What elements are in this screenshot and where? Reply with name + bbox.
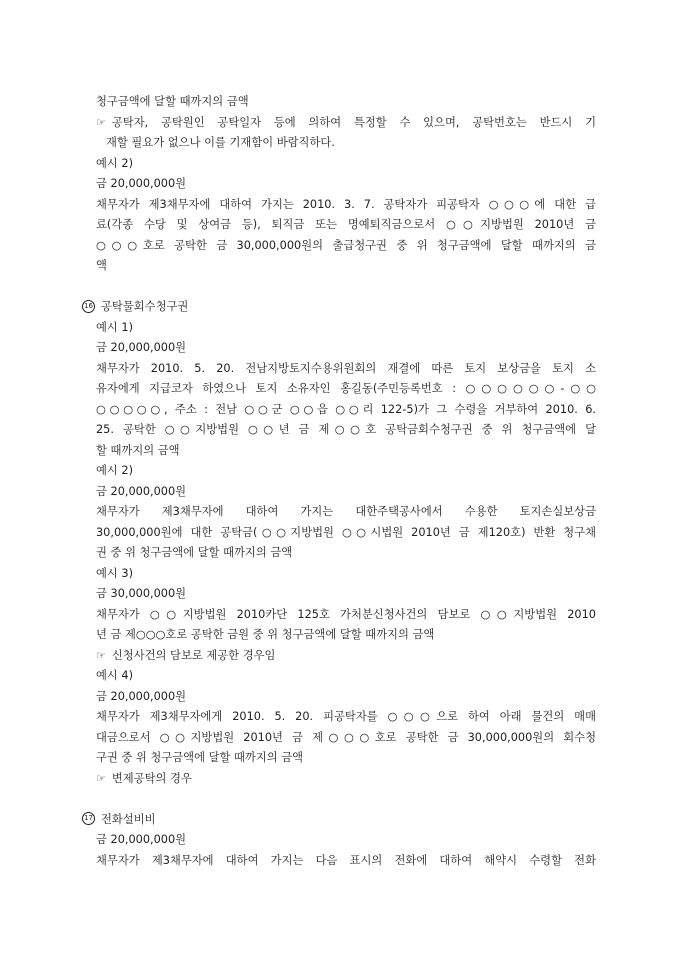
line-text: 30,000,000원에 대한 공탁금(○○지방법원 ○○시법원 2010년 금 제120호) 반환 청구채 [96, 525, 596, 539]
text-line [96, 318, 596, 339]
line-text: 전화설비비 [101, 812, 156, 826]
text-line [96, 584, 596, 605]
text-line [96, 728, 596, 749]
pointing-hand-icon: ☞ [96, 115, 106, 129]
line-text: 예시 3) [96, 566, 134, 580]
text-line [96, 379, 596, 400]
line-text: 금 20,000,000원 [96, 177, 187, 190]
text-line [96, 420, 596, 441]
line-text: 예시 2) [96, 464, 134, 477]
text-line [96, 154, 596, 175]
line-text: 유자에게 지급코자 하였으나 토지 소유자인 홍길동(주민등록번호 : ○○○○○○-○○ [96, 382, 596, 395]
line-text: 금 20,000,000원 [96, 833, 187, 846]
text-line [96, 195, 596, 216]
text-line [96, 256, 596, 277]
text-line [96, 215, 596, 236]
text-line [96, 523, 596, 544]
text-line [96, 707, 596, 728]
line-text: 신청사건의 담보로 제공한 경우임 [111, 648, 276, 662]
text-line [96, 461, 596, 482]
text-line [96, 748, 596, 769]
line-text: 25. 공탁한 ○○지방법원 ○○년 금 제○○호 공탁금회수청구권 중 위 청구금액에 달 [96, 423, 596, 436]
circled-number: 17 [82, 812, 95, 825]
circled-number: 16 [82, 300, 95, 313]
text-line [96, 236, 596, 257]
line-text: 채무자가 제3채무자에 대하여 가지는 대한주택공사에서 수용한 토지손실보상금 [96, 505, 596, 518]
text-line [96, 359, 596, 380]
text-line [96, 564, 596, 585]
line-text: 채무자가 제3채무자에게 2010. 5. 20. 피공탁자를 ○○○으로 하여 아래 물건의 매매 [96, 710, 596, 723]
line-text: 금 30,000,000원 [96, 587, 187, 600]
note-line [96, 769, 596, 790]
pointing-hand-icon: ☞ [96, 648, 106, 662]
line-text: ○○○○○, 주소 : 전남 ○○군 ○○읍 ○○리 122-5)가 그 수령을 거부하여 2010. 6. [96, 402, 596, 416]
text-line [96, 605, 596, 626]
document-body [0, 92, 680, 871]
line-text: 년 금 제○○○호로 공탁한 금원 중 위 청구금액에 달할 때까지의 금액 [96, 628, 435, 641]
text-line [96, 441, 596, 462]
line-text: 청구금액에 달할 때까지의 금액 [96, 95, 249, 108]
text-line [96, 338, 596, 359]
line-text: 공탁자, 공탁원인 공탁일자 등에 의하여 특정할 수 있으며, 공탁번호는 반드시 기 [111, 115, 596, 129]
line-text: 금 20,000,000원 [96, 484, 187, 498]
line-text: 예시 4) [96, 669, 134, 682]
text-line [96, 543, 596, 564]
text-line [96, 625, 596, 646]
note-line [96, 113, 596, 134]
line-text: 할 때까지의 금액 [96, 443, 180, 457]
line-text: 예시 1) [96, 320, 134, 334]
text-line [96, 851, 596, 872]
line-text: 채무자가 2010. 5. 20. 전남지방토지수용위원회의 재결에 따른 토지 보상금을 토지 소 [96, 361, 596, 375]
text-line [96, 482, 596, 503]
section-heading [82, 297, 596, 318]
line-text: 료(각종 수당 및 상여금 등), 퇴직금 또는 명예퇴직금으로서 ○○지방법원 2010년 금 [96, 218, 596, 231]
text-line [96, 502, 596, 523]
paragraph-gap [0, 789, 680, 810]
line-text: 권 중 위 청구금액에 달할 때까지의 금액 [96, 546, 293, 559]
line-text: 채무자가 제3채무자에 대하여 가지는 2010. 3. 7. 공탁자가 피공탁자 ○○○에 대한 급 [96, 197, 596, 211]
line-text: 구권 중 위 청구금액에 달할 때까지의 금액 [96, 751, 304, 764]
line-text: 액 [96, 259, 107, 272]
section-heading [82, 810, 596, 831]
line-text: 금 20,000,000원 [96, 341, 187, 354]
line-text: 예시 2) [96, 156, 134, 170]
line-text: 채무자가 제3채무자에 대하여 가지는 다음 표시의 전화에 대하여 해약시 수령할 전화 [96, 853, 596, 867]
line-text: 공탁물회수청구권 [101, 300, 189, 313]
text-line [96, 400, 596, 421]
text-line [96, 666, 596, 687]
note-line [96, 646, 596, 667]
line-text: ○○○호로 공탁한 금 30,000,000원의 출급청구권 중 위 청구금액에 달할 때까지의 금 [96, 238, 596, 252]
pointing-hand-icon: ☞ [96, 771, 106, 785]
text-line [96, 830, 596, 851]
text-line [96, 92, 596, 113]
text-line [96, 174, 596, 195]
note-continuation-line [106, 133, 596, 154]
line-text: 변제공탁의 경우 [111, 771, 192, 785]
line-text: 대금으로서 ○○지방법원 2010년 금 제○○○호로 공탁한 금 30,000,000원의 회수청 [96, 730, 596, 744]
line-text: 금 20,000,000원 [96, 689, 187, 703]
paragraph-gap [0, 277, 680, 298]
line-text: 채무자가 ○○지방법원 2010카단 125호 가처분신청사건의 담보로 ○○지방법원 2010 [96, 607, 596, 621]
line-text: 재할 필요가 없으나 이를 기재함이 바람직하다. [106, 136, 335, 149]
text-line [96, 687, 596, 708]
